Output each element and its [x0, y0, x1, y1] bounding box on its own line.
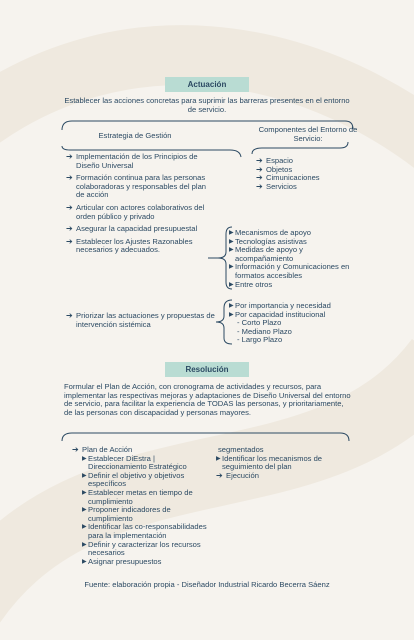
list-item: ▶ Definir el objetivo y objetivos específicos: [82, 470, 185, 489]
execution-label: Ejecución: [226, 470, 259, 480]
triangle-right-icon: ▶: [82, 524, 87, 531]
arrow-right-icon: ➔: [256, 173, 263, 183]
triangle-right-icon: ▶: [82, 455, 87, 462]
list-item: ➔ Establecer los Ajustes Razonables necesarios y adecuados.: [66, 236, 193, 255]
plan-title: Plan de Acción: [82, 445, 133, 454]
list-item: ▶ Por capacidad institucional: [229, 309, 326, 319]
actuacion-title: Actuación: [165, 77, 249, 92]
term-item: - Largo Plazo: [237, 335, 283, 345]
triangle-right-icon: ▶: [229, 311, 234, 318]
arrow-right-icon: ➔: [66, 236, 73, 246]
arrow-right-icon: ➔: [72, 445, 79, 454]
list-item: ▶ Mecanismos de apoyo: [229, 228, 311, 237]
triangle-right-icon: ▶: [229, 303, 234, 309]
list-item: ➔ Implementación de los Principios de Diseño Universal: [66, 152, 198, 170]
arrow-right-icon: ➔: [66, 224, 73, 234]
list-item: ➔ Articular con actores colaborativos del orden público y privado: [66, 202, 205, 221]
triangle-right-icon: ▶: [82, 489, 87, 496]
list-item: ▶ Definir y caracterizar los recursos necesarios: [82, 539, 201, 558]
source-caption: Fuente: elaboración propia - Diseñador Industrial Ricardo Becerra Sáenz: [84, 580, 330, 589]
list-item: ➔ Objetos: [256, 164, 293, 174]
triangle-right-icon: ▶: [229, 247, 234, 254]
list-item: ▶ Por importancia y necesidad: [229, 301, 331, 310]
plan-items-list-continued: [216, 455, 341, 472]
strategy-column-title: Estrategia de Gestión: [98, 131, 172, 140]
triangle-right-icon: ▶: [82, 507, 87, 514]
triangle-right-icon: ▶: [229, 281, 234, 288]
triangle-right-icon: ▶: [82, 541, 87, 548]
arrow-right-icon: ➔: [66, 202, 73, 212]
plan-items-list: [82, 455, 212, 567]
resolucion-intro: Formular el Plan de Acción, con cronograma de actividades y recursos, para implementar las respectivas mejoras y adaptaciones de Diseño Universal del entorno de servicio, para facilitar la experiencia de TODAS las personas, y prioritariamente, de las personas con discapacidad y personas mayores.: [64, 382, 351, 417]
list-item: ▶ Proponer indicadores de cumplimiento: [82, 505, 171, 523]
list-item: ▶ Entre otros: [229, 279, 273, 289]
plan-column-continued: [216, 446, 341, 480]
triangle-right-icon: ▶: [216, 455, 221, 462]
list-item: ▶ Establecer metas en tiempo de cumplimiento: [82, 487, 193, 506]
list-item: ▶ Identificar las co-responsabilidades para la implementación: [82, 522, 207, 540]
triangle-right-icon: ▶: [229, 230, 234, 236]
arrow-right-icon: ➔: [256, 156, 263, 165]
list-item: ➔ Asegurar la capacidad presupuestal: [66, 224, 198, 234]
list-item: ➔ Priorizar las actuaciones y propuestas de intervención sistémica: [66, 311, 215, 329]
arrow-right-icon: ➔: [216, 470, 223, 480]
triangle-right-icon: ▶: [229, 264, 234, 271]
components-column-title: Componentes del Entorno de Servicio:: [258, 125, 358, 143]
execution-row: [216, 472, 341, 481]
actuacion-intro: Establecer las acciones concretas para suprimir las barreras presentes en el entorno de servicio.: [64, 96, 350, 114]
plan-item-continued: segmentados: [218, 445, 264, 454]
list-item: ➔ Espacio: [256, 156, 294, 165]
list-item: ▶ Medidas de apoyo y acompañamiento: [229, 245, 303, 263]
list-item: ▶ Información y Comunicaciones en formatos accesibles: [229, 262, 350, 280]
arrow-right-icon: ➔: [66, 152, 73, 161]
list-item: ▶ Asignar presupuestos: [82, 556, 162, 566]
list-item: ➔ Formación continua para las personas colaboradoras y responsables del plan de acción: [66, 173, 207, 200]
list-item: ➔ Servicios: [256, 181, 297, 191]
term-item: - Corto Plazo: [237, 318, 282, 328]
list-item: ▶ Tecnologías asistivas: [229, 236, 307, 246]
list-item: ➔ Cimunicaciones: [256, 173, 320, 183]
triangle-right-icon: ▶: [229, 238, 234, 245]
triangle-right-icon: ▶: [82, 558, 87, 565]
arrow-right-icon: ➔: [256, 164, 263, 174]
resolucion-title: Resolución: [165, 362, 249, 377]
list-item: ▶ Identificar los mecanismos de seguimiento del plan: [216, 453, 323, 472]
arrow-right-icon: ➔: [256, 181, 263, 191]
list-item: ▶ Establecer DiEstra | Direccionamiento Estratégico: [82, 453, 187, 472]
term-item: - Mediano Plazo: [237, 326, 292, 336]
arrow-right-icon: ➔: [66, 173, 73, 183]
plan-column: [72, 446, 212, 566]
arrow-right-icon: ➔: [66, 311, 73, 320]
triangle-right-icon: ▶: [82, 472, 87, 479]
